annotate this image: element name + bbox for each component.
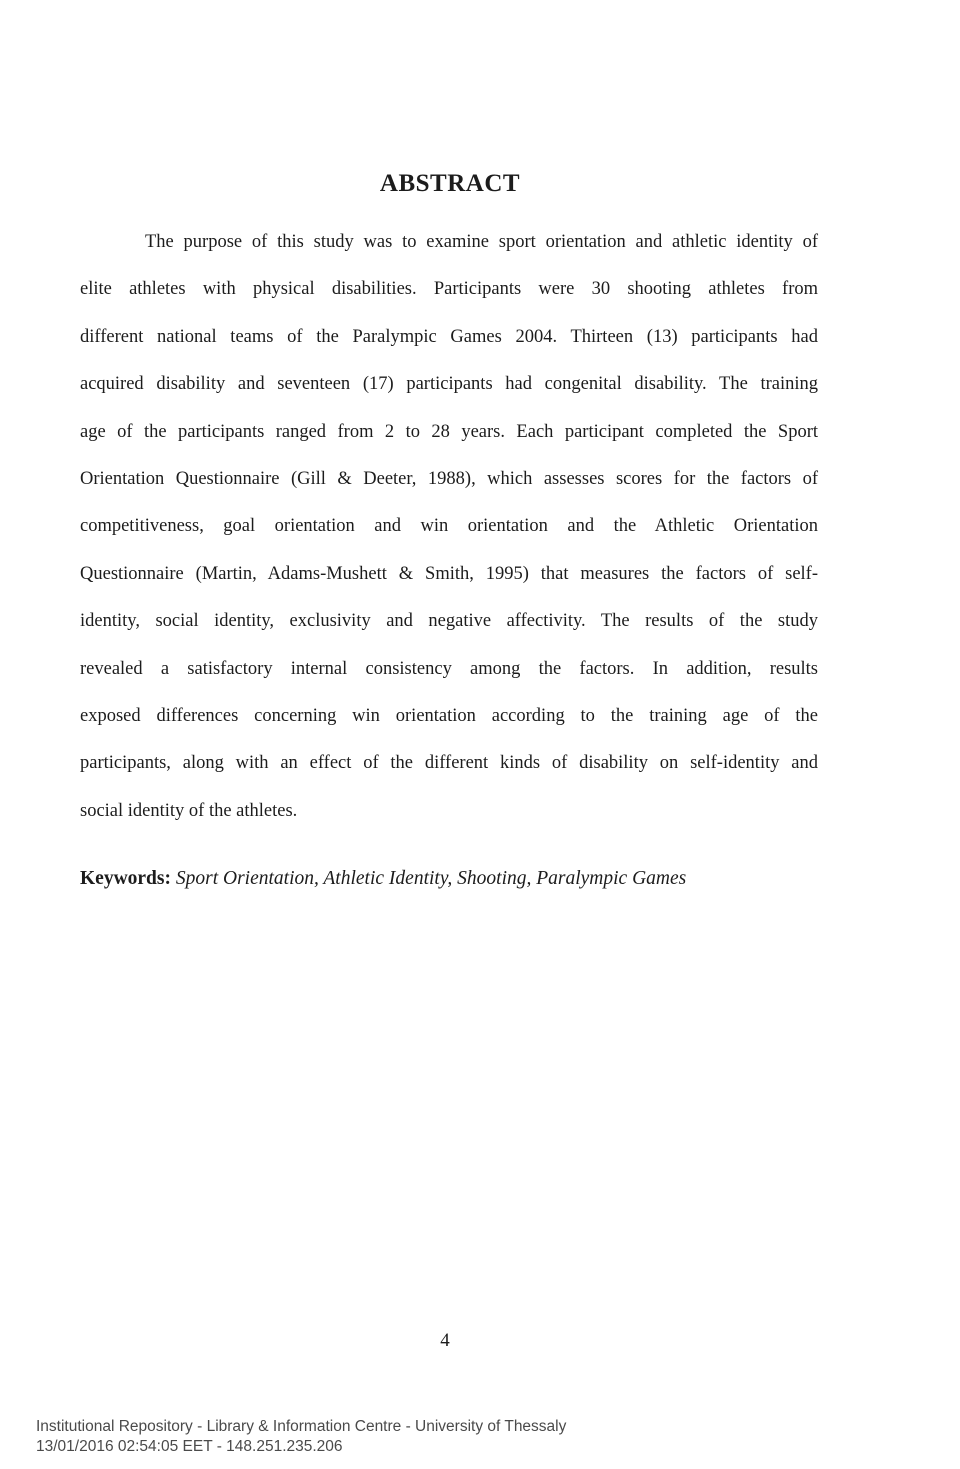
abstract-line: participants, along with an effect of the different kinds of disability on self-identity and xyxy=(80,753,818,774)
abstract-line: exposed differences concerning win orientation according to the training age of the xyxy=(80,705,818,726)
abstract-line: Orientation Questionnaire (Gill & Deeter, 1988), which assesses scores for the factors of xyxy=(80,468,818,489)
abstract-line: competitiveness, goal orientation and win orientation and the Athletic Orientation xyxy=(80,516,818,537)
abstract-line: The purpose of this study was to examine sport orientation and athletic identity of xyxy=(145,232,818,252)
abstract-line: identity, social identity, exclusivity and negative affectivity. The results of the study xyxy=(80,611,818,632)
abstract-line: elite athletes with physical disabilities. Participants were 30 shooting athletes from xyxy=(80,279,818,300)
abstract-line: social identity of the athletes. xyxy=(80,800,298,821)
page-number: 4 xyxy=(440,1330,450,1351)
abstract-body xyxy=(80,225,818,841)
keywords-label: Keywords: xyxy=(80,868,171,889)
download-timestamp-footer: 13/01/2016 02:54:05 EET - 148.251.235.206 xyxy=(36,1438,343,1455)
abstract-line: acquired disability and seventeen (17) participants had congenital disability. The training xyxy=(80,374,818,395)
abstract-line: age of the participants ranged from 2 to 28 years. Each participant completed the Sport xyxy=(80,421,818,442)
abstract-line: Questionnaire (Martin, Adams-Mushett & Smith, 1995) that measures the factors of self- xyxy=(80,563,818,584)
abstract-heading: ABSTRACT xyxy=(379,170,521,197)
keywords-list: Sport Orientation, Athletic Identity, Shooting, Paralympic Games xyxy=(175,868,687,889)
abstract-line: different national teams of the Paralympic Games 2004. Thirteen (13) participants had xyxy=(80,326,818,347)
repository-footer: Institutional Repository - Library & Information Centre - University of Thessaly xyxy=(36,1418,567,1435)
keywords xyxy=(80,868,686,890)
abstract-line: revealed a satisfactory internal consistency among the factors. In addition, results xyxy=(80,658,818,679)
